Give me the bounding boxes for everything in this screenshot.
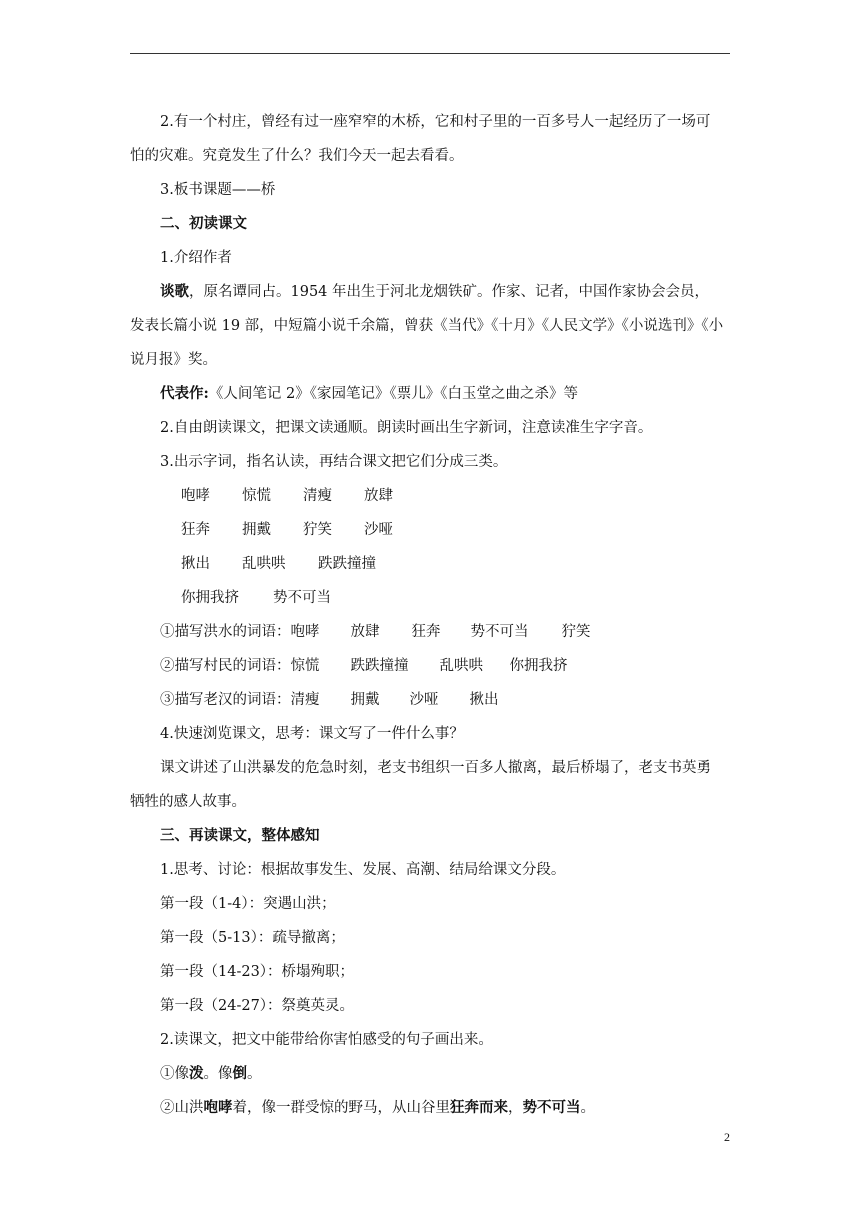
paragraph-line: 牺牲的感人故事。	[130, 794, 246, 810]
category-word: 乱哄哄	[439, 658, 483, 674]
segment-item: 第一段（5-13）：疏导撤离；	[160, 930, 345, 946]
category-label: ②描写村民的词语：	[160, 658, 291, 674]
category-word: 放肆	[350, 624, 380, 640]
category-row	[160, 622, 591, 642]
category-word: 你拥我挤	[509, 658, 568, 674]
author-line: 发表长篇小说 19 部，中短篇小说千余篇，曾获《当代》《十月》《人民文学》《小说选刊》《小	[130, 318, 724, 334]
word-row	[181, 520, 393, 540]
quote-emphasis: 倒	[232, 1065, 247, 1082]
category-word: 拥戴	[350, 692, 380, 708]
category-word: 势不可当	[470, 624, 529, 640]
quote-text: 。	[247, 1066, 262, 1082]
quote-line	[160, 1064, 262, 1084]
page-number: 2	[724, 1130, 730, 1144]
vocab-word: 你拥我挤	[181, 590, 239, 606]
quote-emphasis: 势不可当	[522, 1099, 581, 1116]
segment-item: 第一段（1-4）：突遇山洪；	[160, 896, 336, 912]
vocab-word: 揪出	[181, 556, 210, 572]
segment-item: 第一段（14-23）：桥塌殉职；	[160, 964, 355, 980]
category-label: ①描写洪水的词语：	[160, 624, 291, 640]
author-name: 谈歌	[160, 283, 189, 300]
paragraph-line: 3.出示字词，指名认读，再结合课文把它们分成三类。	[160, 454, 508, 470]
author-line: 说月报》奖。	[130, 352, 217, 368]
category-row	[160, 656, 568, 676]
quote-emphasis: 咆哮	[203, 1099, 233, 1116]
section-heading: 二、初读课文	[160, 215, 247, 232]
vocab-word: 势不可当	[273, 590, 331, 606]
vocab-word: 拥戴	[242, 522, 271, 538]
vocab-word: 沙哑	[364, 522, 393, 538]
quote-emphasis: 泼	[189, 1065, 204, 1082]
category-word: 清瘦	[290, 692, 320, 708]
author-line	[160, 282, 709, 302]
word-row	[181, 554, 376, 574]
quote-text: ，	[508, 1100, 523, 1116]
category-word: 揪出	[469, 692, 499, 708]
quote-emphasis: 狂奔而来	[450, 1099, 508, 1116]
category-row	[160, 690, 499, 710]
vocab-word: 惊慌	[242, 488, 271, 504]
vocab-word: 乱哄哄	[242, 556, 286, 572]
category-label: ③描写老汉的词语：	[160, 692, 291, 708]
quote-text: 。像	[203, 1066, 233, 1082]
word-row	[181, 588, 331, 608]
word-row	[181, 486, 393, 506]
header-rule	[130, 53, 730, 54]
category-word: 狂奔	[411, 624, 441, 640]
works-label: 代表作:	[160, 385, 209, 402]
category-word: 跌跌撞撞	[350, 658, 409, 674]
paragraph-line: 怕的灾难。究竟发生了什么？我们今天一起去看看。	[130, 148, 464, 164]
quote-text: 。	[580, 1100, 595, 1116]
paragraph-line: 3.板书课题——桥	[160, 182, 276, 198]
category-word: 咆哮	[290, 624, 320, 640]
quote-text: ②山洪	[160, 1100, 204, 1116]
segment-item: 第一段（24-27）：祭奠英灵。	[160, 998, 355, 1014]
paragraph-line: 4.快速浏览课文，思考：课文写了一件什么事？	[160, 726, 464, 742]
paragraph-line: 2.自由朗读课文，把课文读通顺。朗读时画出生字新词，注意读准生字字音。	[160, 420, 653, 436]
category-word: 惊慌	[290, 658, 320, 674]
category-word: 狞笑	[561, 624, 591, 640]
paragraph-line: 课文讲述了山洪暴发的危急时刻，老支书组织一百多人撤离，最后桥塌了，老支书英勇	[160, 760, 711, 776]
paragraph-line: 1.思考、讨论：根据故事发生、发展、高潮、结局给课文分段。	[160, 862, 566, 878]
vocab-word: 狞笑	[303, 522, 332, 538]
vocab-word: 清瘦	[303, 488, 332, 504]
works-line	[160, 384, 578, 404]
paragraph-line: 2.读课文，把文中能带给你害怕感受的句子画出来。	[160, 1032, 493, 1048]
vocab-word: 狂奔	[181, 522, 210, 538]
vocab-word: 放肆	[364, 488, 393, 504]
paragraph-line: 1.介绍作者	[160, 250, 232, 266]
quote-text: 着，像一群受惊的野马，从山谷里	[232, 1100, 450, 1116]
paragraph-line: 2.有一个村庄，曾经有过一座窄窄的木桥，它和村子里的一百多号人一起经历了一场可	[160, 114, 711, 130]
category-word: 沙哑	[409, 692, 439, 708]
vocab-word: 咆哮	[181, 488, 210, 504]
quote-line	[160, 1098, 595, 1118]
author-text: ，原名谭同占。1954 年出生于河北龙烟铁矿。作家、记者，中国作家协会会员，	[189, 284, 710, 300]
section-heading: 三、再读课文，整体感知	[160, 827, 320, 844]
vocab-word: 跌跌撞撞	[318, 556, 376, 572]
works-text: 《人间笔记 2》《家园笔记》《票儿》《白玉堂之曲之杀》等	[208, 386, 578, 402]
quote-text: ①像	[160, 1066, 189, 1082]
